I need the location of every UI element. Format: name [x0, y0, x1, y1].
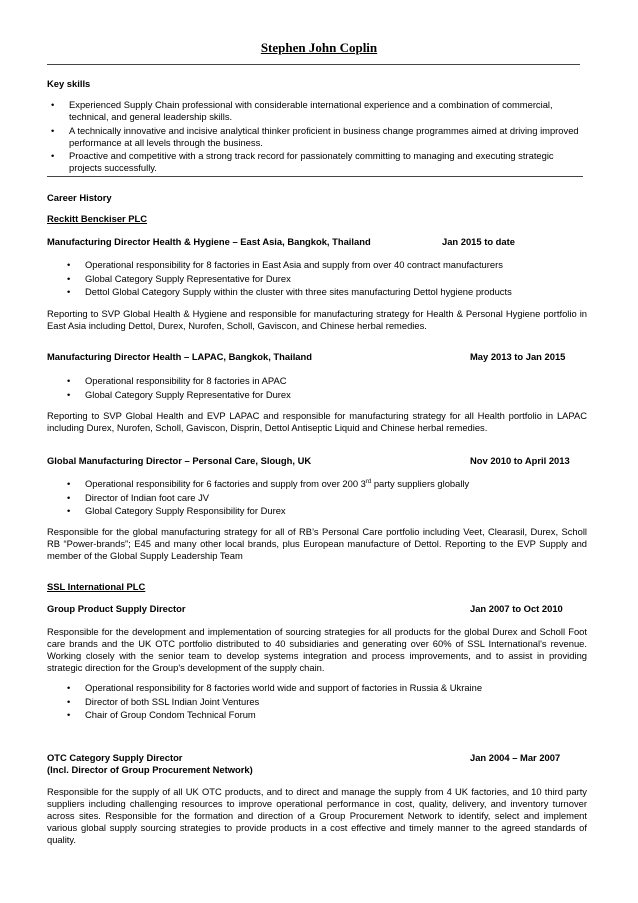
role-description: Reporting to SVP Global Health & Hygiene and responsible for manufacturing strategy for Health & Personal Hygiene portfolio in East Asia including Dettol, Durex, Nurofen, Scholl, Gaviscon, and Chinese herbal remedies.	[47, 308, 587, 331]
role-dates: May 2013 to Jan 2015	[470, 351, 566, 362]
bullet-icon: •	[67, 259, 71, 270]
key-skill-item: • A technically innovative and incisive analytical thinker proficient in business change programmes aimed at driving improved performance at all levels through the business.	[51, 124, 579, 148]
list-item: • Director of both SSL Indian Joint Ventures	[67, 695, 260, 707]
bullet-icon: •	[67, 388, 71, 400]
bullet-icon: •	[67, 682, 71, 693]
section-rule	[47, 176, 583, 177]
role-subtitle: (Incl. Director of Group Procurement Network)	[47, 764, 253, 775]
role-bullets	[67, 259, 585, 298]
key-skill-item: • Experienced Supply Chain professional with considerable international experience and a combination of commercial, technical, and general leadership skills.	[51, 99, 553, 122]
bullet-icon: •	[67, 709, 71, 720]
bullet-icon: •	[51, 150, 55, 161]
role-title: Group Product Supply Director	[47, 603, 186, 614]
role-dates: Nov 2010 to April 2013	[470, 455, 570, 466]
list-item: • Global Category Supply Responsibility for Durex	[67, 505, 286, 516]
candidate-name: Stephen John Coplin	[260, 40, 378, 55]
list-item: • Global Category Supply Representative for Durex	[67, 388, 291, 400]
role-dates: Jan 2015 to date	[442, 236, 515, 247]
bullet-icon: •	[67, 375, 71, 386]
bullet-icon: •	[67, 695, 71, 707]
key-skills-heading: Key skills	[47, 78, 91, 89]
bullet-icon: •	[51, 124, 55, 136]
list-item: • Dettol Global Category Supply within the cluster with three sites manufacturing Dettol hygiene products	[67, 286, 512, 297]
role-description: Responsible for the development and implementation of sourcing strategies for all products for the global Durex and Scholl Foot care brands and the UK OTC portfolio distributed to 40 subsidiaries and generating over 60% of SSL International's revenue. Working closely with the senior team to develop systems integration and process improvements, and to assist in providing strategic direction for the Group's development of the supply chain.	[47, 626, 587, 673]
bullet-icon: •	[67, 478, 71, 489]
role-title: Manufacturing Director Health & Hygiene – East Asia, Bangkok, Thailand	[47, 236, 371, 247]
role-description: Reporting to SVP Global Health and EVP LAPAC and responsible for manufacturing strategy for all Health portfolio in LAPAC including Durex, Nurofen, Scholl, Gaviscon, Disprin, Dettol Antiseptic Liquid and Chinese herbal remedies.	[47, 410, 587, 433]
key-skills-list	[51, 99, 579, 174]
bullet-icon: •	[67, 286, 71, 297]
company-name: SSL International PLC	[47, 581, 146, 592]
list-item: • Operational responsibility for 8 factories in East Asia and supply from over 40 contract manufacturers	[67, 259, 503, 270]
list-item: • Operational responsibility for 6 factories and supply from over 200 3rd party suppliers globally	[67, 478, 470, 489]
role-bullets	[67, 478, 585, 517]
role-dates: Jan 2004 – Mar 2007	[470, 752, 561, 763]
bullet-icon: •	[67, 272, 71, 284]
bullet-icon: •	[67, 505, 71, 516]
header-rule	[47, 64, 580, 65]
bullet-icon: •	[51, 99, 55, 110]
list-item: • Director of Indian foot care JV	[67, 491, 210, 503]
role-bullets	[67, 375, 585, 401]
list-item: • Global Category Supply Representative for Durex	[67, 272, 291, 284]
role-title: Manufacturing Director Health – LAPAC, Bangkok, Thailand	[47, 351, 312, 362]
role-title: Global Manufacturing Director – Personal Care, Slough, UK	[47, 455, 312, 466]
role-description: Responsible for the global manufacturing strategy for all of RB’s Personal Care portfolio including Veet, Clearasil, Durex, Scholl RB “Power-brands”; E45 and many other local brands, plus European manufacture of Dettol. Reporting to the EVP Supply and member of the Global Supply Leadership Team	[47, 526, 587, 561]
career-history-heading: Career History	[47, 192, 112, 203]
list-item: • Chair of Group Condom Technical Forum	[67, 709, 256, 720]
role-description: Responsible for the supply of all UK OTC products, and to direct and manage the supply from 4 UK factories, and 10 third party suppliers including challenging resources to improve operational performance in cost, quality, delivery, and inventory turnover across sites. Responsible for the formation and direction of a Group Procurement Network to identify, select and implement various global supply sourcing strategies to provide products in a cost effective and timely manner to the agreed standards of quality.	[47, 786, 587, 845]
bullet-icon: •	[67, 491, 71, 503]
role-bullets	[67, 682, 585, 721]
list-item: • Operational responsibility for 8 factories in APAC	[67, 375, 287, 386]
company-name: Reckitt Benckiser PLC	[47, 213, 148, 224]
list-item: • Operational responsibility for 8 factories world wide and support of factories in Russia & Ukraine	[67, 682, 483, 693]
role-dates: Jan 2007 to Oct 2010	[470, 603, 563, 614]
role-title: OTC Category Supply Director	[47, 752, 183, 763]
key-skill-item: • Proactive and competitive with a strong track record for passionately committing to managing and executing strategic projects successfully.	[51, 150, 554, 173]
